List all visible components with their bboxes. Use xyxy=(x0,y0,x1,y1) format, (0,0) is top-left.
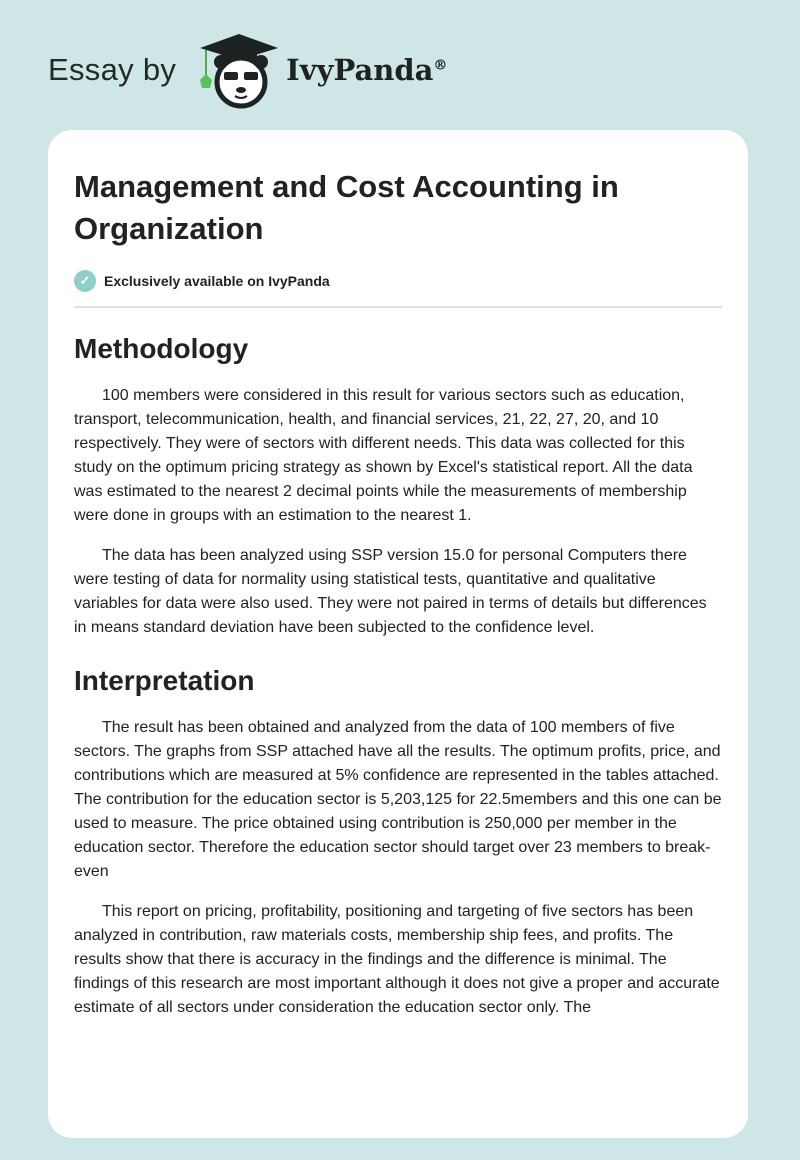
essay-by-text: Essay by xyxy=(48,52,177,87)
check-icon: ✓ xyxy=(74,270,96,292)
exclusive-badge xyxy=(74,270,722,292)
site-logo[interactable] xyxy=(48,40,447,100)
registered-mark: ® xyxy=(433,57,448,74)
paragraph: 100 members were considered in this result for various sectors such as education, transport, telecommunication, health, and financial services, 21, 22, 27, 20, and 10 respectively. They were of sectors with different needs. This data was collected for this study on the optimum pricing strategy as shown by Excel's statistical report. All the data was estimated to the nearest 2 decimal points while the measurements of membership were done in groups with an estimation to the nearest 1. xyxy=(74,387,693,524)
paragraph: The data has been analyzed using SSP version 15.0 for personal Computers there were testing of data for normality using statistical tests, quantitative and qualitative variables for data were also used. They were not paired in terms of details but differences in means standard deviation have been subjected to the confidence level. xyxy=(74,547,707,636)
section-heading: Methodology xyxy=(74,333,249,364)
brand-text: IvyPanda xyxy=(286,53,434,87)
essay-card xyxy=(48,130,748,1138)
divider xyxy=(74,306,722,308)
brand-name xyxy=(286,53,447,87)
section-heading: Interpretation xyxy=(74,665,255,696)
paragraph: This report on pricing, profitability, positioning and targeting of five sectors has been analyzed in contribution, raw materials costs, membership ship fees, and profits. The results show that there is accuracy in the findings and the difference is minimal. The findings of this research are most important although it does not give a proper and accurate estimate of all sectors under consideration the education sector only. The xyxy=(74,903,720,1016)
exclusive-text: Exclusively available on IvyPanda xyxy=(104,273,330,289)
essay-title: Management and Cost Accounting in Organization xyxy=(74,169,619,246)
panda-mascot-icon xyxy=(194,30,284,110)
paragraph: The result has been obtained and analyzed from the data of 100 members of five sectors. The graphs from SSP attached have all the results. The optimum profits, price, and contributions which are measured at 5% confidence are represented in the tables attached. The contribution for the education sector is 5,203,125 for 22.5members and this one can be used to measure. The price obtained using contribution is 250,000 per member in the education sector. Therefore the education sector should target over 23 members to break-even xyxy=(74,719,722,880)
